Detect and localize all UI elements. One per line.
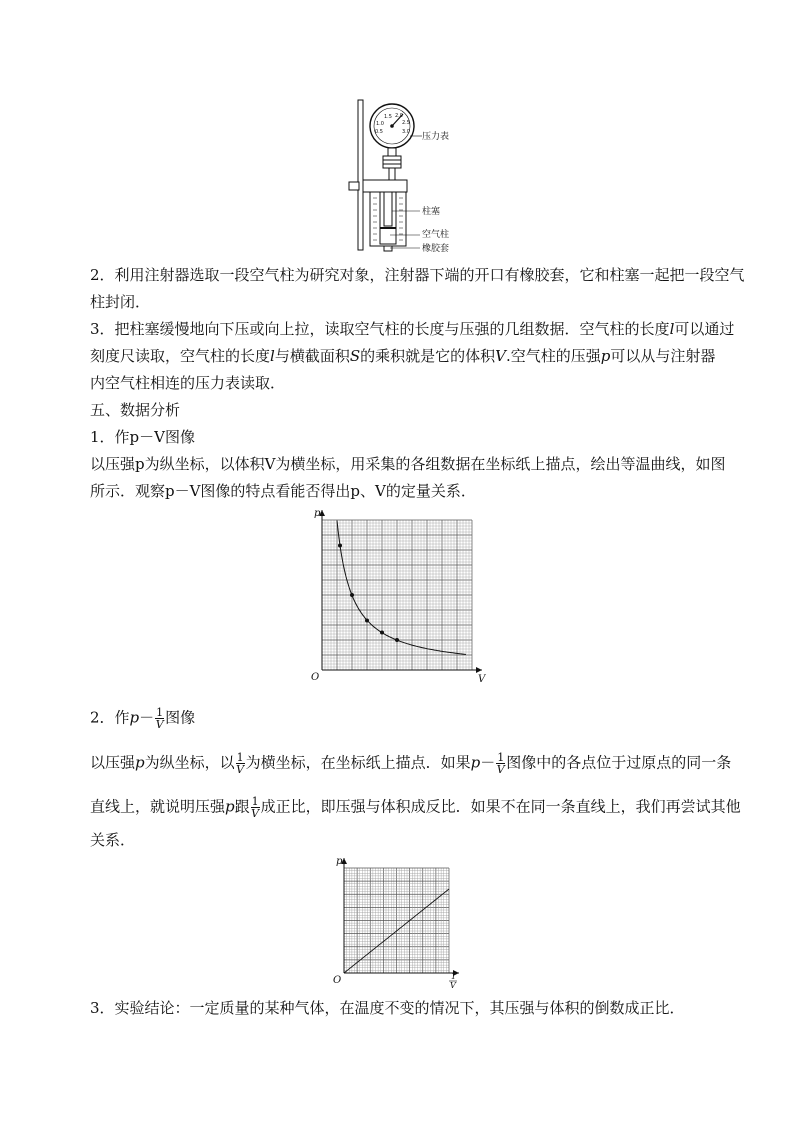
p-v-chart [310, 508, 490, 686]
x-axis-label-denominator: V [450, 981, 456, 990]
item1-paragraph-line2: 所示．观察p－V图像的特点看能否得出p、V的定量关系． [90, 482, 476, 500]
item1-paragraph-line1: 以压强p为纵坐标，以体积V为横坐标，用采集的各组数据在坐标纸上描点，绘出等温曲线，如图 [90, 455, 726, 473]
item2-text: 跟 [234, 797, 250, 816]
plunger-label: 柱塞 [422, 207, 441, 217]
item2-text: 成正比，即压强与体积成反比．如果不在同一条直线上，我们再尝试其他 [260, 797, 741, 816]
gauge-scale-label: 1.0 [376, 121, 384, 127]
step3-text: 刻度尺读取，空气柱的长度 [90, 347, 271, 365]
gauge-scale-label: 2.5 [402, 120, 410, 126]
origin-label: O [333, 975, 342, 986]
x-axis-label-numerator: 1 [451, 972, 457, 981]
item2-text: 直线上，就说明压强 [90, 797, 226, 816]
y-axis-label: p [314, 508, 321, 519]
syringe-apparatus-figure [340, 96, 460, 252]
gauge-scale-label: 2.0 [395, 113, 403, 119]
step2-line1: 2．利用注射器选取一段空气柱为研究对象，注射器下端的开口有橡胶套，它和柱塞一起把一段空气 [90, 266, 745, 284]
step2-line2: 柱封闭． [90, 293, 151, 311]
item2-title-prefix: 2．作 [90, 708, 130, 727]
gauge-scale-label: 0.5 [375, 129, 383, 135]
item2-line3: 关系． [90, 831, 136, 849]
data-point [365, 619, 369, 623]
item2-text: 以压强 [90, 753, 136, 772]
item1-title: 1．作p－V图像 [90, 428, 195, 446]
x-axis-label [449, 972, 457, 990]
gauge-scale-label: 3.0 [402, 129, 410, 135]
item2-text: 为横坐标，在坐标纸上描点．如果 [245, 753, 471, 772]
section-heading: 五、数据分析 [90, 401, 181, 419]
item2-line1: 以压强p为纵坐标，以 $\frac{1}{V}$ 为横坐标，在坐标纸上描点．如果p－ $\frac{1}{V}$ 图像中的各点位于过原点的同一条 [90, 751, 732, 776]
item2-title: 2．作p－ $\frac{1}{V}$ 图像 [90, 706, 196, 731]
data-point [338, 544, 342, 548]
item2-text: 图像中的各点位于过原点的同一条 [506, 753, 732, 772]
gauge-scale-label: 1.5 [384, 114, 392, 120]
rubber-cap-label: 橡胶套 [422, 244, 450, 254]
y-axis-label: p [336, 856, 343, 867]
air-column-label: 空气柱 [422, 230, 450, 240]
step3-line3: 内空气柱相连的压力表读取． [90, 374, 286, 392]
item2-title-suffix: 图像 [165, 708, 196, 727]
gauge-label: 压力表 [422, 132, 450, 142]
data-point [395, 638, 399, 642]
step3-text: 3．把柱塞缓慢地向下压或向上拉，读取空气柱的长度与压强的几组数据．空气柱的长度 [90, 320, 670, 338]
isotherm-curve [337, 521, 466, 655]
data-point [380, 631, 384, 635]
step3-line1: 3．把柱塞缓慢地向下压或向上拉，读取空气柱的长度与压强的几组数据．空气柱的长度l可以通过 [90, 320, 735, 338]
data-point [350, 593, 354, 597]
step3-line2: 刻度尺读取，空气柱的长度l与横截面积S的乘积就是它的体积V.空气柱的压强p可以从与注射器 [90, 347, 716, 365]
origin-label: O [311, 672, 320, 683]
x-axis-arrow [476, 667, 482, 673]
item2-text: 为纵坐标，以 [144, 753, 235, 772]
p-inverse-v-chart [334, 855, 464, 990]
conclusion: 3．实验结论：一定质量的某种气体，在温度不变的情况下，其压强与体积的倒数成正比． [90, 999, 685, 1017]
x-axis-label: V [478, 674, 486, 685]
item2-line2: 直线上，就说明压强p跟 $\frac{1}{V}$ 成正比，即压强与体积成反比．如果不在同一条直线上，我们再尝试其他 [90, 795, 741, 820]
